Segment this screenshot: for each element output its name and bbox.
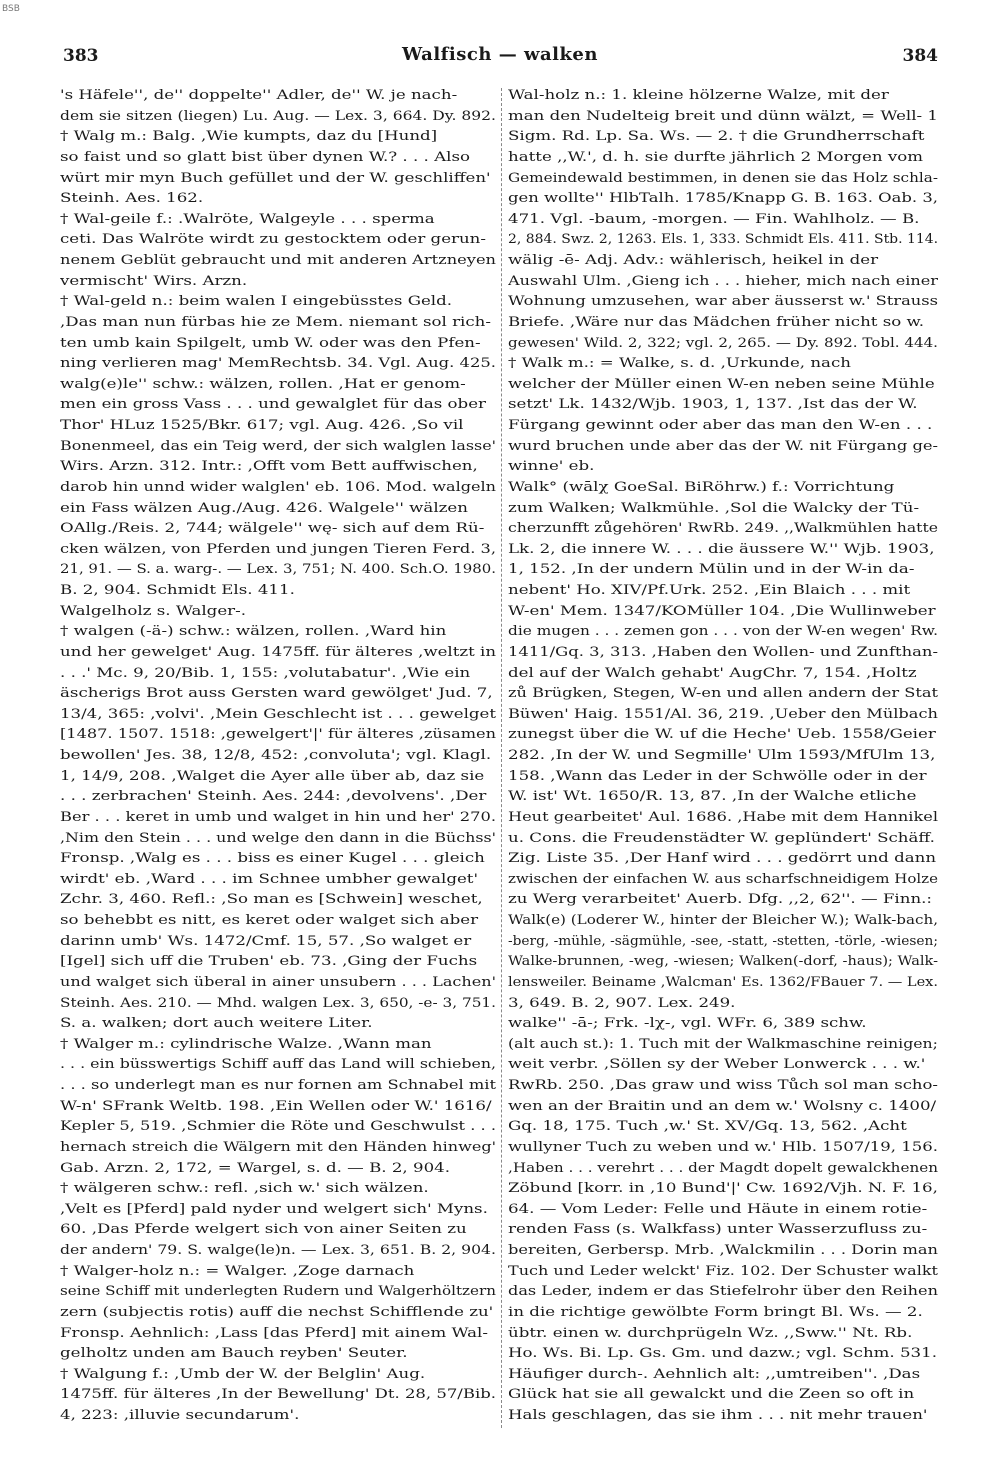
text-line [60, 787, 496, 808]
text-line [508, 560, 938, 581]
text-line-content: dem sie sitzen (liegen) Lu. Aug. — Lex. 3, 664. Dy. 892. [60, 108, 496, 124]
text-line-content: 1411/Gq. 3, 313. ,Haben den Wollen- und Zunfthan- [508, 644, 938, 660]
text-line-content: 64. — Vom Leder: Felle und Häute in einem rotie- [508, 1201, 928, 1217]
text-line-content: 4, 223: ,illuvie secundarum'. [60, 1408, 300, 1423]
text-line [508, 395, 938, 416]
text-line [508, 808, 938, 829]
text-line-content: man den Nudelteig breit und dünn wälzt, = Well- 1 [508, 108, 938, 124]
text-line-content: W-en' Mem. 1347/KOMüller 104. ,Die Wullinweber [508, 603, 936, 619]
text-line [60, 478, 496, 499]
text-line-content: Wirs. Arzn. 312. Intr.: ,Offt vom Bett auffwischen, [60, 459, 478, 475]
text-line-content: Wal-holz n.: 1. kleine hölzerne Walze, mit der [508, 88, 889, 103]
text-line [508, 1406, 938, 1427]
text-line [508, 1220, 938, 1241]
text-line [508, 540, 938, 561]
text-line-content: ,Das man nun fürbas hie ze Mem. niemant sol rich- [60, 314, 491, 330]
text-line-content: 60. ,Das Pferde welgert sich von ainer Seiten zu [60, 1222, 467, 1238]
text-line-content: Zig. Liste 35. ,Der Hanf wird . . . gedörrt und dann [508, 851, 937, 867]
text-line [508, 169, 938, 190]
text-line [508, 499, 938, 520]
text-line-content: B. 2, 904. Schmidt Els. 411. [60, 583, 295, 598]
text-line [508, 334, 938, 355]
text-line-content: Zchr. 3, 460. Refl.: ,So man es [Schwein] weschet, [60, 892, 483, 908]
text-line [60, 643, 496, 664]
text-line-content: u. Cons. die Freudenstädter W. geplündert' Schäff. [508, 830, 935, 846]
text-line [508, 870, 938, 891]
text-line-content: Sigm. Rd. Lp. Sa. Ws. — 2. † die Grundherrschaft [508, 129, 925, 145]
text-line-content: [1487. 1507. 1518: ,gewelgert'|' für älteres ,züsamen [60, 727, 496, 743]
text-line [508, 86, 938, 107]
text-line [508, 1117, 938, 1138]
text-line-content: (alt auch st.): 1. Tuch mit der Walkmaschine reinigen; [508, 1036, 938, 1052]
text-line [60, 1014, 496, 1035]
text-line [60, 1200, 496, 1221]
text-line-content: wurd bruchen unde aber das der W. nit Fürgang ge- [508, 438, 938, 454]
text-line-content: Heut gearbeitet' Aul. 1686. ,Habe mit dem Hannikel [508, 809, 938, 825]
text-line-content: men ein gross Vass . . . und gewalglet für das ober [60, 397, 486, 413]
text-line-content: lensweiler. Beiname ,Walcman' Es. 1362/FBauer 7. — Lex. [508, 974, 938, 990]
text-line [508, 210, 938, 231]
text-line-content: . . . ein büsswertigs Schiff auff das Land will schieben, [60, 1057, 496, 1073]
text-line [60, 437, 496, 458]
text-line [508, 1014, 938, 1035]
text-line [508, 829, 938, 850]
text-line-content: -berg, -mühle, -sägmühle, -see, -statt, -stetten, -törle, -wiesen; [508, 933, 938, 949]
text-line-content: ning verlieren mag' MemRechtsb. 34. Vgl. Aug. 425. [60, 356, 496, 372]
text-line [508, 725, 938, 746]
text-line-content: † wälgeren schw.: refl. ,sich w.' sich wälzen. [60, 1181, 429, 1197]
text-line [508, 932, 938, 953]
text-line-content: wen an der Braitin und an dem w.' Wolsny c. 1400/ [508, 1098, 937, 1114]
text-line-content: 471. Vgl. -baum, -morgen. — Fin. Wahlholz. — B. [508, 211, 920, 227]
text-line [60, 1241, 496, 1262]
text-line-content: W-n' SFrank Weltb. 198. ,Ein Wellen oder W.' 1616/ [60, 1098, 492, 1114]
text-line [60, 148, 496, 169]
text-line-content: † walgen (-ä-) schw.: wälzen, rollen. ,Ward hin [60, 624, 447, 640]
text-line-content: der andern' 79. S. walge(le)n. — Lex. 3, 651. B. 2, 904. [60, 1243, 496, 1258]
text-line-content: Gq. 18, 175. Tuch ,w.' St. XV/Gq. 13, 562. ,Acht [508, 1119, 907, 1135]
text-line-content: darob hin unnd wider walglen' eb. 106. Mod. walgeln [60, 479, 496, 495]
text-line [60, 457, 496, 478]
text-line [60, 1324, 496, 1345]
text-line [508, 602, 938, 623]
text-line-content: 21, 91. — S. a. warg-. — Lex. 3, 751; N. 400. Sch.O. 1980. [60, 562, 496, 578]
text-line [60, 189, 496, 210]
text-line-content: † Walger m.: cylindrische Walze. ,Wann man [60, 1036, 432, 1052]
text-line [508, 1241, 938, 1262]
text-line [508, 994, 938, 1015]
text-line-content: bewollen' Jes. 38, 12/8, 452: ,convoluta'; vgl. Klagl. [60, 748, 492, 763]
text-line [508, 664, 938, 685]
text-line [60, 705, 496, 726]
text-line-content: zwischen der einfachen W. aus scharfschneidigem Holze [508, 871, 938, 887]
text-line [60, 746, 496, 767]
text-line [60, 519, 496, 540]
text-line [508, 767, 938, 788]
text-line [60, 1055, 496, 1076]
text-line [60, 684, 496, 705]
text-line [60, 932, 496, 953]
text-line [60, 354, 496, 375]
text-line-content: und her gewelget' Aug. 1475ff. für älteres ,weltzt in [60, 644, 496, 660]
text-line-content: ,Velt es [Pferd] pald nyder und welgert sich' Myns. [60, 1201, 488, 1217]
text-line-content: darinn umb' Ws. 1472/Cmf. 15, 57. ,So walget er [60, 933, 472, 949]
text-line-content: Walk(e) (Loderer W., hinter der Bleicher W.); Walk-bach, [508, 913, 938, 928]
text-line [60, 1179, 496, 1200]
text-line [508, 1385, 938, 1406]
text-line-content: 1475ff. für älteres ,In der Bewellung' Dt. 28, 57/Bib. [60, 1387, 496, 1403]
text-line [60, 849, 496, 870]
text-line [508, 127, 938, 148]
text-line [508, 1138, 938, 1159]
text-line [60, 1385, 496, 1406]
text-line [60, 1344, 496, 1365]
text-line [508, 457, 938, 478]
text-line [508, 622, 938, 643]
text-line-content: S. a. walken; dort auch weitere Liter. [60, 1016, 373, 1032]
text-line-content: zum Walken; Walkmühle. ,Sol die Walcky der Tü- [508, 500, 920, 516]
text-line [60, 1117, 496, 1138]
text-line [60, 767, 496, 788]
text-line-content: Bonenmeel, das ein Teig werd, der sich walglen lasse' [60, 438, 496, 454]
text-line [508, 1200, 938, 1221]
text-line-content: Büwen' Haig. 1551/Al. 36, 219. ,Ueber den Mülbach [508, 706, 938, 722]
text-line-content: nebent' Ho. XIV/Pf.Urk. 252. ,Ein Blaich . . . mit [508, 583, 911, 598]
text-line [60, 292, 496, 313]
text-line [508, 643, 938, 664]
text-line [508, 1324, 938, 1345]
text-line-content: cken wälzen, von Pferden und jungen Tieren Ferd. 3, [60, 541, 496, 557]
text-line-content: zunegst über die W. uf die Heche' Ueb. 1558/Geier [508, 727, 936, 743]
text-line-content: setzt' Lk. 1432/Wjb. 1903, 1, 137. ,Ist das der W. [508, 397, 918, 413]
text-line-content: in die richtige gewölbte Form bringt Bl. Ws. — 2. [508, 1304, 923, 1320]
text-line [60, 952, 496, 973]
text-line-content: Ho. Ws. Bi. Lp. Gs. Gm. und dazw.; vgl. Schm. 531. [508, 1346, 937, 1362]
text-line [60, 1262, 496, 1283]
text-line-content: Steinh. Aes. 162. [60, 191, 204, 207]
text-line [508, 911, 938, 932]
text-line [508, 705, 938, 726]
text-line-content: Lk. 2, die innere W. . . . die äussere W.'' Wjb. 1903, [508, 541, 935, 557]
text-line-content: und walget sich überal in ainer unsubern . . . Lachen' [60, 974, 496, 990]
text-line-content: vermischt' Wirs. Arzn. [60, 273, 248, 289]
text-line-content: † Wal-geile f.: .Walröte, Walgeyle . . . sperma [60, 211, 435, 227]
text-line-content: † Wal-geld n.: beim walen I eingebüsstes Geld. [60, 294, 453, 310]
text-line-content: Hals geschlagen, das sie ihm . . . nit mehr trauen' [508, 1408, 928, 1423]
text-line-content: Walk° (wālχ GoeSal. BiRöhrw.) f.: Vorrichtung [508, 479, 895, 495]
text-line-content: Gab. Arzn. 2, 172, = Wargel, s. d. — B. 2, 904. [60, 1160, 451, 1176]
text-line-content: 's Häfele'', de'' doppelte'' Adler, de'' W. je nach- [60, 88, 458, 103]
text-line [60, 602, 496, 623]
text-line [60, 1097, 496, 1118]
text-line [60, 890, 496, 911]
text-line-content: würt mir myn Buch gefüllet und der W. geschliffen' [60, 170, 491, 186]
text-line-content: 1, 152. ,In der undern Mülin und in der W-in da- [508, 562, 915, 578]
text-line [60, 973, 496, 994]
text-line [60, 375, 496, 396]
text-line-content: † Walger-holz n.: = Walger. ,Zoge darnach [60, 1263, 415, 1279]
text-line [60, 622, 496, 643]
text-line [508, 787, 938, 808]
text-line-content: Ber . . . keret in umb und walget in hin und her' 270. [60, 809, 496, 825]
left-column [60, 86, 496, 1444]
text-line-content: die mugen . . . zemen gon . . . von der W-en wegen' Rw. [508, 624, 938, 640]
text-line-content: ,Haben . . . verehrt . . . der Magdt dopelt gewalckhenen [508, 1160, 938, 1176]
right-column [508, 86, 938, 1444]
text-line-content: gewesen' Wild. 2, 322; vgl. 2, 265. — Dy. 892. Tobl. 444. [508, 335, 938, 351]
text-line-content: [Igel] sich uff die Truben' eb. 73. ,Ging der Fuchs [60, 954, 478, 970]
text-line [508, 1076, 938, 1097]
text-line [508, 1159, 938, 1180]
text-line [508, 1365, 938, 1386]
text-line-content: ein Fass wälzen Aug./Aug. 426. Walgele'' wälzen [60, 500, 468, 516]
text-line [60, 1138, 496, 1159]
text-line [60, 416, 496, 437]
text-line [60, 210, 496, 231]
text-line-content: wirdt' eb. ,Ward . . . im Schnee umbher gewalget' [60, 871, 479, 887]
text-line-content: Fronsp. ,Walg es . . . biss es einer Kugel . . . gleich [60, 851, 485, 867]
text-line [508, 849, 938, 870]
text-line [508, 230, 938, 251]
text-line-content: Fronsp. Aehnlich: ,Lass [das Pferd] mit ainem Wal- [60, 1325, 488, 1341]
text-line [60, 1220, 496, 1241]
text-line [60, 272, 496, 293]
text-line [508, 272, 938, 293]
text-line-content: OAllg./Reis. 2, 744; wälgele'' wę- sich auf dem Rü- [60, 521, 485, 537]
text-line-content: . . . zerbrachen' Steinh. Aes. 244: ,devolvens'. ,Der [60, 789, 487, 805]
text-line-content: Kepler 5, 519. ,Schmier die Röte und Geschwulst . . . [60, 1119, 496, 1135]
text-line [508, 1262, 938, 1283]
text-line [508, 1097, 938, 1118]
text-line-content: † Walk m.: = Walke, s. d. ,Urkunde, nach [508, 356, 851, 372]
text-line [508, 354, 938, 375]
text-line-content: Zöbund [korr. in ,10 Bund'|' Cw. 1692/Vjh. N. F. 16, [508, 1181, 938, 1197]
text-line-content: Auswahl Ulm. ,Gieng ich . . . hieher, mich nach einer [508, 273, 938, 289]
text-line [508, 107, 938, 128]
text-line-content: Gemeindewald bestimmen, in denen sie das Holz schla- [508, 170, 938, 186]
text-line [60, 395, 496, 416]
text-line-content: ,Nim den Stein . . . und welge den dann in die Büchss' [60, 830, 496, 846]
text-line-content: Steinh. Aes. 210. — Mhd. walgen Lex. 3, 650, -e- 3, 751. [60, 995, 496, 1011]
text-line [508, 375, 938, 396]
text-line-content: 13/4, 365: ,volvi'. ,Mein Geschlecht ist . . . gewelget [60, 706, 496, 722]
text-line [60, 994, 496, 1015]
text-line-content: welcher der Müller einen W-en neben seine Mühle [508, 376, 935, 392]
text-line [508, 189, 938, 210]
text-line-content: weit verbr. ,Söllen sy der Weber Lonwerck . . . w.' [508, 1057, 926, 1073]
text-line [60, 560, 496, 581]
text-line [508, 973, 938, 994]
text-line-content: walke'' -ā-; Frk. -lχ-, vgl. WFr. 6, 389 schw. [508, 1016, 867, 1032]
text-line [508, 313, 938, 334]
text-line [508, 746, 938, 767]
text-line [508, 1035, 938, 1056]
text-line [508, 251, 938, 272]
page-number-right: 384 [902, 46, 938, 66]
text-line [60, 230, 496, 251]
text-line [508, 148, 938, 169]
text-line-content: Walke-brunnen, -weg, -wiesen; Walken(-dorf, -haus); Walk- [508, 954, 938, 970]
text-line-content: † Walgung f.: ,Umb der W. der Belglin' Aug. [60, 1366, 426, 1382]
text-line-content: übtr. einen w. durchprügeln Wz. ,,Sww.'' Nt. Rb. [508, 1325, 913, 1341]
text-line-content: Briefe. ,Wäre nur das Mädchen früher nicht so w. [508, 314, 925, 330]
text-line [60, 127, 496, 148]
text-line-content: Wohnung umzusehen, war aber äusserst w.' Strauss [508, 294, 938, 310]
text-line-content: Walgelholz s. Walger-. [60, 603, 247, 619]
text-line-content: . . .' Mc. 9, 20/Bib. 1, 155: ,volutabatur'. ,Wie ein [60, 665, 471, 681]
text-line [60, 1076, 496, 1097]
text-line-content: nenem Geblüt gebraucht und mit anderen Artzneyen [60, 253, 496, 268]
text-line-content: hernach streich die Wälgern mit den Händen hinweg' [60, 1139, 496, 1155]
text-line-content: so behebbt es nitt, es keret oder walget sich aber [60, 913, 479, 928]
library-mark: BSB [2, 4, 20, 14]
text-line [508, 1282, 938, 1303]
text-line [508, 1179, 938, 1200]
text-line-content: wullyner Tuch zu weben und w.' Hlb. 1507/19, 156. [508, 1139, 938, 1155]
running-title: Walfisch — walken [402, 44, 598, 65]
text-line-content: RwRb. 250. ,Das graw und wiss Tůch sol man scho- [508, 1078, 938, 1093]
text-line [60, 870, 496, 891]
text-line-content: 2, 884. Swz. 2, 1263. Els. 1, 333. Schmidt Els. 411. Stb. 114. [508, 232, 938, 248]
text-line-content: hatte ,,W.', d. h. sie durfte jährlich 2 Morgen vom [508, 149, 924, 165]
text-line-content: Thor' HLuz 1525/Bkr. 617; vgl. Aug. 426. ,So vil [60, 418, 464, 433]
text-line-content: † Walg m.: Balg. ,Wie kumpts, daz du [Hund] [60, 129, 438, 145]
text-line [60, 581, 496, 602]
text-line-content: 1, 14/9, 208. ,Walget die Ayer alle über ab, daz sie [60, 768, 485, 784]
text-line-content: cherzunfft zůgehören' RwRb. 249. ,,Walkmühlen hatte [508, 521, 938, 537]
text-line [508, 1344, 938, 1365]
text-line [60, 1303, 496, 1324]
text-line [508, 416, 938, 437]
column-divider [501, 88, 502, 1428]
text-line-content: seine Schiff mit underlegten Rudern und Walgerhöltzern [60, 1284, 496, 1300]
text-line-content: Fürgang gewinnt oder aber das man den W-en . . . [508, 418, 933, 433]
text-line-content: bereiten, Gerbersp. Mrb. ,Walckmilin . . . Dorin man [508, 1243, 938, 1258]
text-line-content: gelholtz unden am Bauch reyben' Seuter. [60, 1346, 408, 1362]
text-line-content: das Leder, indem er das Stiefelrohr über den Reihen [508, 1284, 938, 1300]
text-line-content: Häufiger durch-. Aehnlich alt: ,,umtreiben''. ,Das [508, 1366, 921, 1382]
text-line [508, 437, 938, 458]
text-line [60, 664, 496, 685]
text-line-content: äscherigs Brot auss Gersten ward gewölget' Jud. 7, [60, 686, 493, 702]
text-line-content: ceti. Das Walröte wirdt zu gestocktem oder gerun- [60, 232, 487, 248]
text-line-content: zu Werg verarbeitet' Auerb. Dfg. ,,2, 62''. — Finn.: [508, 892, 933, 908]
text-line [60, 86, 496, 107]
text-line [60, 911, 496, 932]
text-line [60, 808, 496, 829]
text-line [60, 334, 496, 355]
text-line-content: walg(e)le'' schw.: wälzen, rollen. ,Hat er genom- [60, 376, 466, 392]
text-line-content: gen wollte'' HlbTalh. 1785/Knapp G. B. 163. Oab. 3, [508, 191, 938, 207]
text-line [60, 1282, 496, 1303]
page-number-left: 383 [63, 46, 99, 66]
text-line [60, 725, 496, 746]
text-line-content: Tuch und Leder welckt' Fiz. 102. Der Schuster walkt [508, 1263, 938, 1279]
text-line [60, 1159, 496, 1180]
text-line-content: wälig -ē- Adj. Adv.: wählerisch, heikel in der [508, 253, 879, 268]
text-line-content: zern (subjectis rotis) auff die nechst Schifflende zu' [60, 1304, 494, 1320]
text-line [508, 519, 938, 540]
text-line [60, 1406, 496, 1427]
text-line [508, 952, 938, 973]
text-line [508, 581, 938, 602]
text-line-content: ten umb kain Spilgelt, umb W. oder was den Pfen- [60, 335, 481, 351]
text-line-content: 282. ,In der W. und Segmille' Ulm 1593/MfUlm 13, [508, 748, 936, 763]
text-line [508, 684, 938, 705]
text-line-content: Glück hat sie all gewalckt und die Zeen so oft in [508, 1387, 915, 1403]
text-line-content: . . . so underlegt man es nur fornen am Schnabel mit [60, 1078, 496, 1093]
text-line [60, 169, 496, 190]
text-line-content: winne' eb. [508, 459, 595, 475]
text-line [508, 292, 938, 313]
text-line [60, 251, 496, 272]
text-line-content: renden Fass (s. Walkfass) unter Wasserzufluss zu- [508, 1222, 928, 1238]
text-line-content: 3, 649. B. 2, 907. Lex. 249. [508, 995, 736, 1011]
text-line-content: so faist und so glatt bist über dynen W.? . . . Also [60, 149, 470, 165]
text-line [60, 1035, 496, 1056]
text-line [60, 829, 496, 850]
text-line-content: zů Brügken, Stegen, W-en und allen andern der Stat [508, 686, 938, 702]
text-line-content: del auf der Walch gehabt' AugChr. 7, 154. ,Holtz [508, 665, 917, 681]
text-line [508, 478, 938, 499]
text-line [508, 1303, 938, 1324]
text-line [508, 1055, 938, 1076]
text-line [60, 107, 496, 128]
text-line-content: 158. ,Wann das Leder in der Schwölle oder in der [508, 768, 927, 784]
text-line [60, 540, 496, 561]
text-line [60, 1365, 496, 1386]
text-line-content: W. ist' Wt. 1650/R. 13, 87. ,In der Walche etliche [508, 789, 917, 805]
text-line [60, 499, 496, 520]
text-line [508, 890, 938, 911]
text-line [60, 313, 496, 334]
